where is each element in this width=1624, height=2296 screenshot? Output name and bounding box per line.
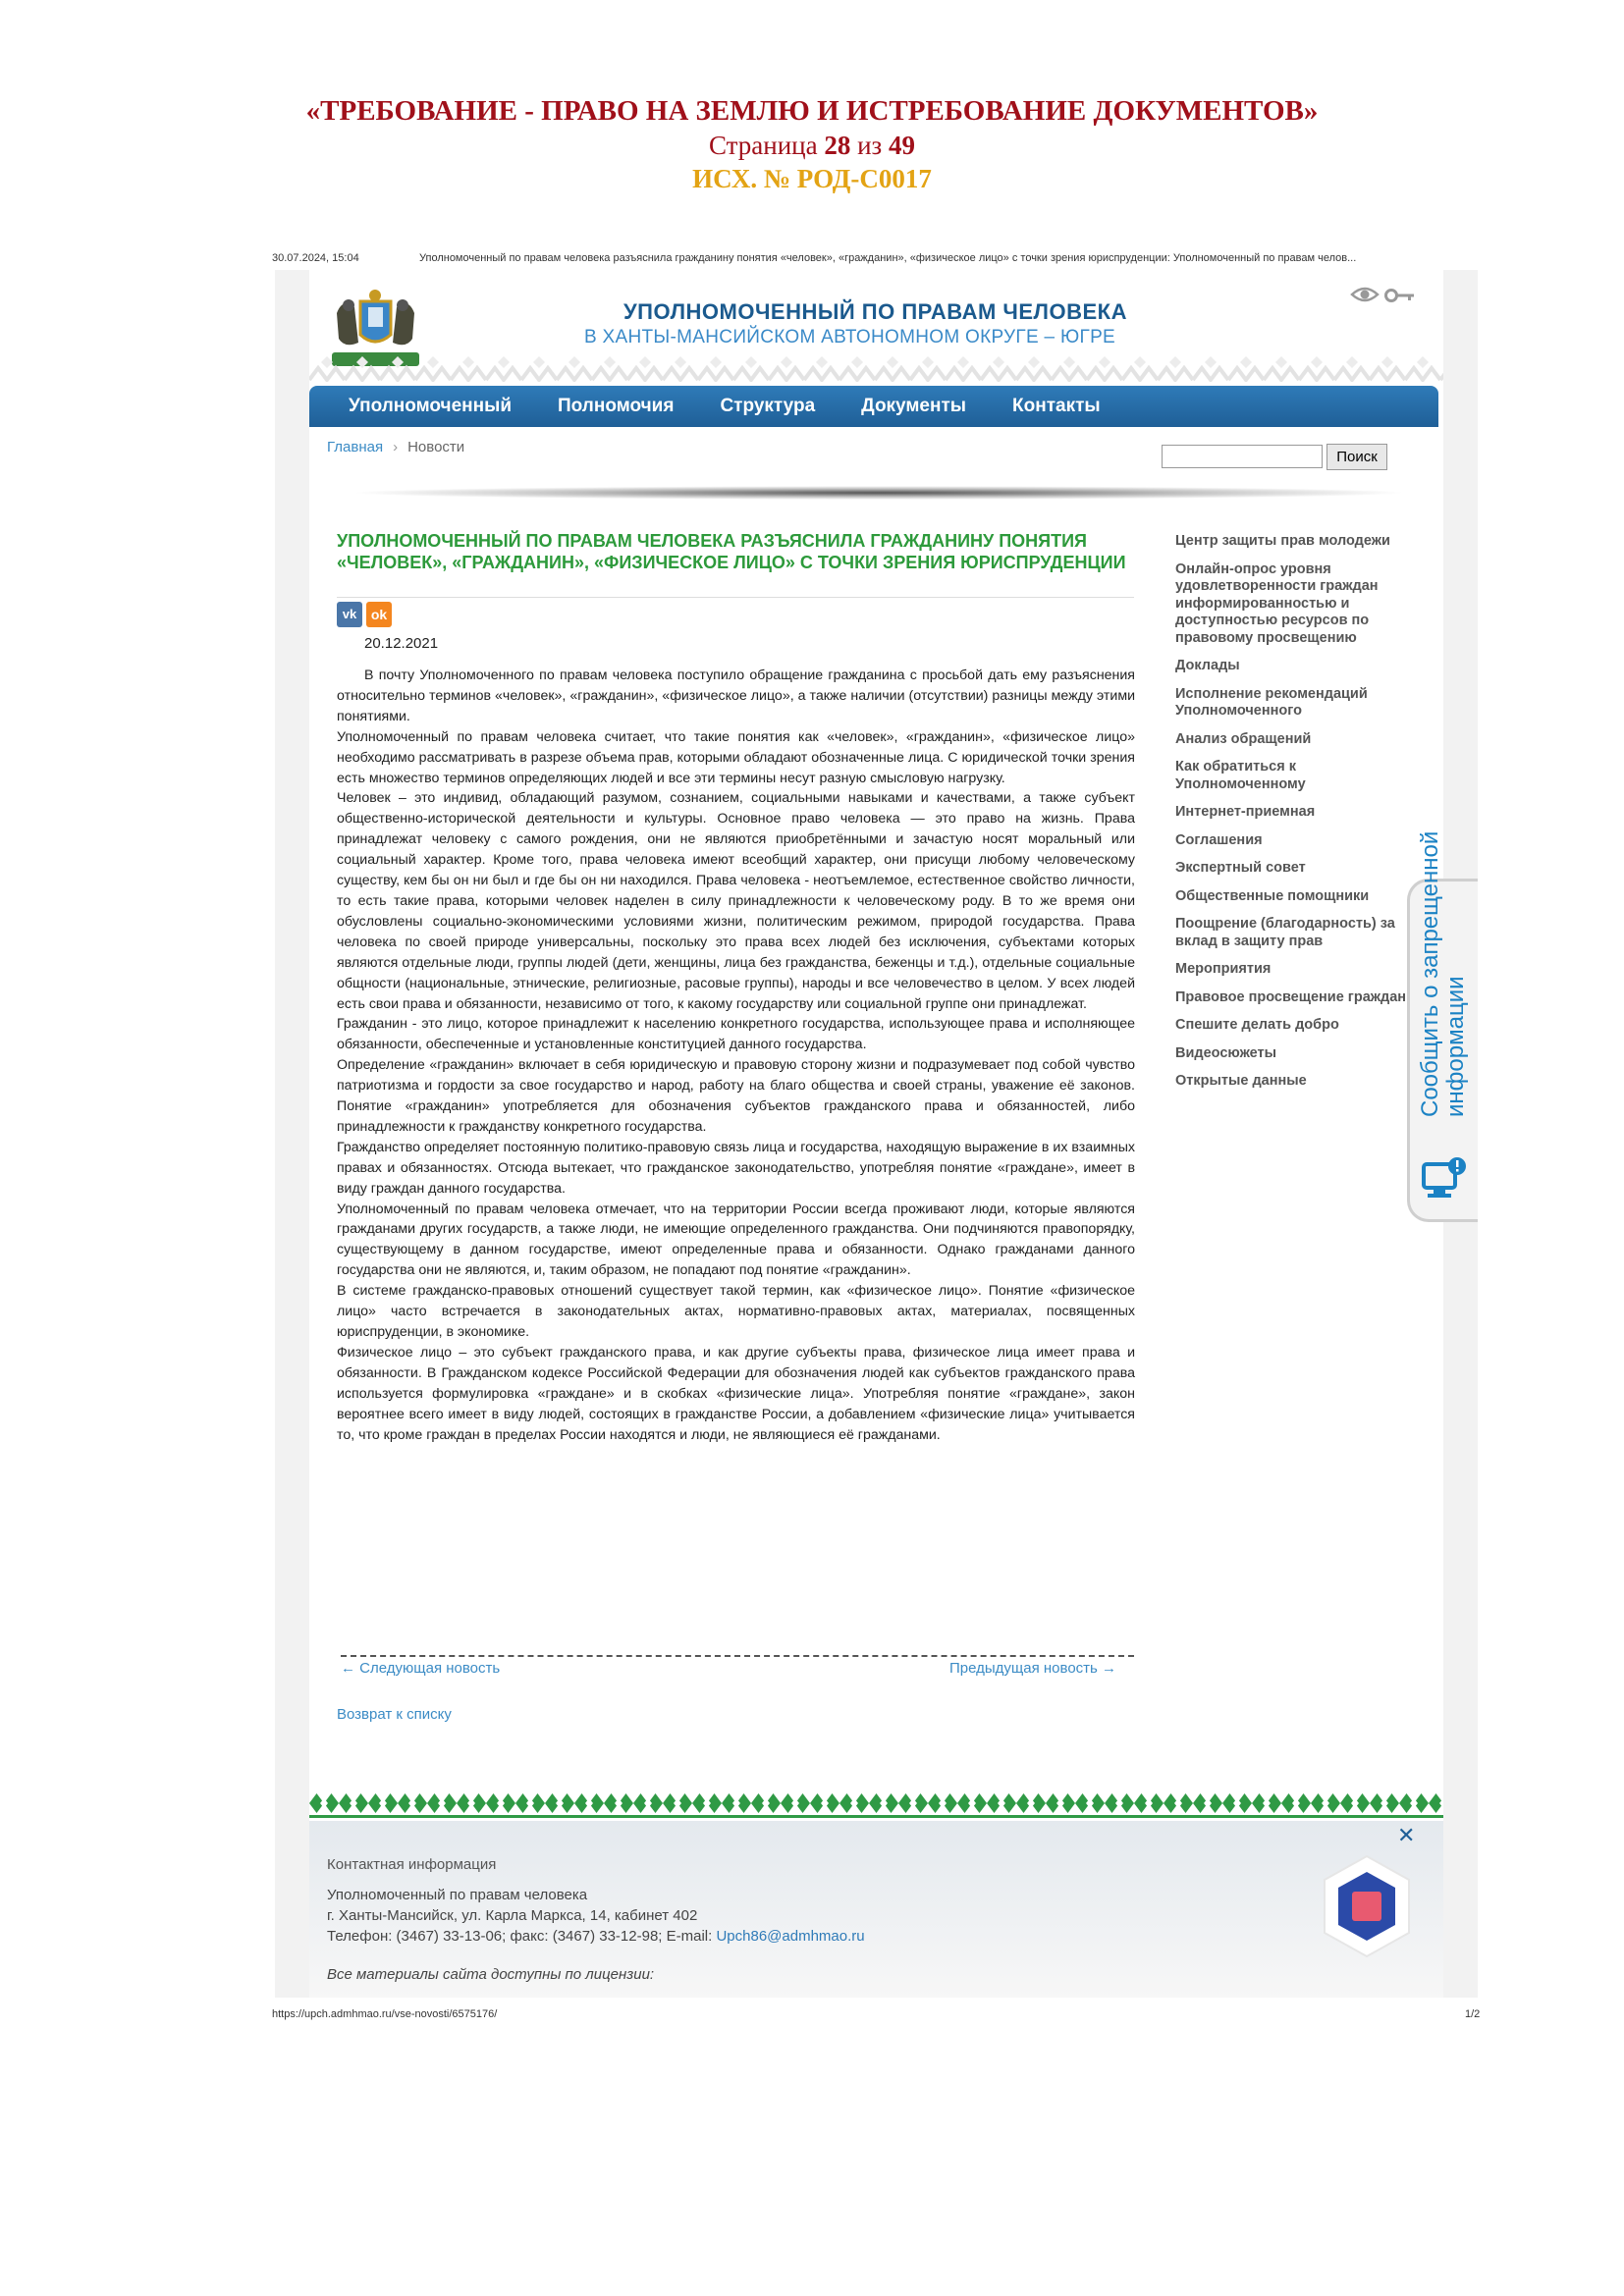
footer-address: г. Ханты-Мансийск, ул. Карла Маркса, 14, кабинет 402 (327, 1907, 698, 1924)
sidebar-item[interactable]: Анализ обращений (1175, 730, 1312, 747)
close-icon[interactable]: ✕ (1397, 1823, 1416, 1847)
prev-news-link[interactable]: Предыдущая новость → (949, 1660, 1117, 1677)
print-url: https://upch.admhmao.ru/vse-novosti/6575176/ (272, 2008, 498, 2020)
report-text-line1: Сообщить о запрещенной (1417, 830, 1443, 1117)
sidebar-item[interactable]: Открытые данные (1175, 1073, 1307, 1089)
sidebar-item[interactable]: Интернет-приемная (1175, 804, 1316, 820)
footer-email-link[interactable]: Upch86@admhmao.ru (716, 1928, 865, 1945)
article-paragraph: Определение «гражданин» включает в себя юридическую и правовую сторону жизни и подразумевает под собой чувство патриотизма и гордости за свое государство и народ, работу на благо общества и своей страны, уважение её законов. Понятие «гражданин» употребляется для обозначения субъектов гражданского права и обязанностей, либо принадлежности к гражданству конкретного государства. (337, 1057, 1135, 1135)
nav-item-ombudsman[interactable]: Уполномоченный (349, 396, 512, 416)
sidebar-item[interactable]: Спешите делать добро (1175, 1017, 1339, 1033)
article-title: УПОЛНОМОЧЕННЫЙ ПО ПРАВАМ ЧЕЛОВЕКА РАЗЪЯСНИЛА ГРАЖДАНИНУ ПОНЯТИЯ «ЧЕЛОВЕК», «ГРАЖДАНИН», «ФИЗИЧЕСКОЕ ЛИЦО» С ТОЧКИ ЗРЕНИЯ ЮРИСПРУДЕНЦИИ (337, 531, 1126, 572)
page-prefix: Страница (709, 131, 818, 160)
page-total: 49 (888, 131, 915, 160)
web-page (275, 270, 1478, 1998)
back-to-list-link[interactable]: Возврат к списку (337, 1706, 452, 1723)
nav-item-documents[interactable]: Документы (861, 396, 967, 416)
sidebar-item[interactable]: Как обратиться к Уполномоченному (1175, 759, 1306, 792)
sidebar-item[interactable]: Центр защиты прав молодежи (1175, 533, 1390, 549)
key-icon[interactable] (1384, 288, 1416, 303)
sidebar (1175, 533, 1411, 1101)
article-paragraph: Уполномоченный по правам человека отмечает, что на территории России всегда проживают люди, которые являются гражданами других государств, а также люди, не имеющие определенного гражданства. Они подчиняются правопорядку, существующему в данном государстве, имеют определенные права и обязанности. Однако гражданами данного государства они не являются, и, таким образом, не попадают под понятие «гражданин». (337, 1201, 1135, 1279)
article-body (337, 666, 1135, 1445)
document-header (0, 93, 1624, 195)
report-text-line2: информации (1442, 976, 1469, 1117)
report-banned-info-widget[interactable] (1407, 830, 1478, 1222)
article-paragraph: В системе гражданско-правовых отношений существует такой термин, как «физическое лицо». Понятие «физическое лицо» часто встречается в законодательных актах, нормативно-правовых актах, материалах, посвященных юриспруденции, в экономике. (337, 1283, 1135, 1340)
breadcrumb (327, 439, 464, 455)
article-date: 20.12.2021 (364, 635, 439, 652)
breadcrumb-home[interactable]: Главная (327, 439, 384, 455)
report-computer-icon (1420, 1154, 1469, 1203)
print-page-number: 1/2 (1465, 2008, 1481, 2020)
ok-share-icon[interactable]: ok (366, 602, 392, 627)
report-widget-text (1418, 823, 1469, 1117)
site-subtitle: В ХАНТЫ-МАНСИЙСКОМ АВТОНОМНОМ ОКРУГЕ – ЮГРЕ (584, 327, 1116, 347)
next-news-link[interactable]: ← Следующая новость (341, 1660, 501, 1677)
page-sep: из (857, 131, 883, 160)
title-divider (337, 597, 1134, 598)
article-paragraph: Гражданин - это лицо, которое принадлежит к населению конкретного государства, использующее права и исполняющее обязанности, обеспеченные и установленные конституцией данного государства. (337, 1016, 1135, 1053)
article-paragraph: В почту Уполномоченного по правам человека поступило обращение гражданина с просьбой дать ему разъяснения относительно терминов «человек», «гражданин», «физическое лицо», а также наличии (отсутствии) разницы между этими понятиями. (337, 667, 1135, 724)
print-datetime: 30.07.2024, 15:04 (272, 252, 359, 264)
page-current: 28 (824, 131, 851, 160)
search-button[interactable]: Поиск (1326, 444, 1387, 470)
page-content (309, 270, 1443, 1998)
article-paragraph: Физическое лицо – это субъект гражданского права, и как другие субъекты права, физическое лица имеет права и обязанности. В Гражданском кодексе Российской Федерации для обозначения людей как субъектов гражданского права используется формулировка «граждане» и в скобках «физические лица». Употребляя понятие «граждане», закон вероятнее всего имеет в виду людей, состоящих в гражданстве России, а добавлением «физические лица» учитывается то, что кроме граждан в пределах России находятся и люди, не являющиеся её гражданами. (337, 1344, 1135, 1443)
nav-item-contacts[interactable]: Контакты (1012, 396, 1101, 416)
breadcrumb-separator: › (393, 439, 399, 455)
print-page-title: Уполномоченный по правам человека разъяснила гражданину понятия «человек», «гражданин», «физическое лицо» с точки зрения юриспруденции: Уполномоченный по правам челов... (419, 252, 1357, 264)
article-divider (341, 1655, 1134, 1657)
article-paragraph: Человек – это индивид, обладающий разумом, сознанием, социальными навыками и качествами, а также субъект общественно-исторической деятельности и культуры. Основное право человека — это право на жизнь. Права принадлежат человеку с самого рождения, они не являются приобретёнными и зачастую носят моральный или социальный характер. Кроме того, права человека имеют всеобщий характер, они присущи любому человеческому существу, кем бы он ни был и где бы он ни находился. Права человека - неотъемлемое, естественное свойство личности, то есть такие права, которыми человек наделен в силу принадлежности к человеческому роду. В то же время они обусловлены социально-экономическими условиями жизни, политическим режимом, природой государства. Права человека по своей природе универсальны, поскольку это права всех людей без исключения, субъектами которых являются отдельные люди, группы людей (дети, женщины, лица без гражданства, беженцы и т.д.), отдельные социальные общности (национальные, этнические, религиозные, расовые группы), народы и все человечество в целом. У всех людей есть свои права и обязанности, независимо от того, к какому государству или социальной группе они принадлежат. (337, 790, 1135, 1012)
sidebar-item[interactable]: Соглашения (1175, 831, 1263, 848)
eye-icon[interactable] (1350, 285, 1380, 304)
footer-org: Уполномоченный по правам человека (327, 1887, 588, 1903)
sidebar-item[interactable]: Доклады (1175, 658, 1240, 673)
page-counter (0, 129, 1624, 162)
sidebar-item[interactable]: Мероприятия (1175, 961, 1272, 977)
header-ornament (309, 356, 1443, 382)
site-title: УПОЛНОМОЧЕННЫЙ ПО ПРАВАМ ЧЕЛОВЕКА (623, 299, 1127, 324)
article-paragraph: Уполномоченный по правам человека считает, что такие понятия как «человек», «гражданин», «физическое лицо» необходимо рассматривать в разрезе объема прав, которыми обладают обозначенные лица. С юридической точки зрения есть множество терминов определяющих людей и все эти термины несут разную смысловую нагрузку. (337, 728, 1135, 786)
sidebar-item[interactable]: Исполнение рекомендаций Уполномоченного (1175, 685, 1368, 719)
sidebar-item[interactable]: Видеосюжеты (1175, 1044, 1277, 1061)
search-input[interactable] (1162, 445, 1323, 468)
article-paragraph: Гражданство определяет постоянную политико-правовую связь лица и государства, находящую выражение в их взаимных правах и обязанностях. Отсюда вытекает, что гражданское законодательство, употребляя понятие «граждане», имеет в виду граждан данного государства. (337, 1139, 1135, 1197)
footer-ornament (309, 1789, 1443, 1818)
site-header (309, 270, 1443, 383)
sidebar-item[interactable]: Экспертный совет (1175, 860, 1306, 876)
main-nav (309, 386, 1438, 427)
sidebar-item[interactable]: Поощрение (благодарность) за вклад в защиту прав (1175, 916, 1395, 949)
sidebar-item[interactable]: Общественные помощники (1175, 887, 1370, 904)
sidebar-item[interactable]: Правовое просвещение граждан (1175, 988, 1407, 1005)
footer-contact-heading: Контактная информация (327, 1856, 497, 1873)
header-shadow (349, 486, 1409, 500)
footer-license: Все материалы сайта доступны по лицензии: (327, 1966, 655, 1983)
footer-phone-text: Телефон: (3467) 33-13-06; факс: (3467) 33-12-98; E-mail: (327, 1928, 713, 1945)
footer-phone (327, 1928, 865, 1945)
document-ref: ИСХ. № РОД-С0017 (692, 164, 932, 193)
breadcrumb-current[interactable]: Новости (407, 439, 465, 455)
nav-item-structure[interactable]: Структура (720, 396, 816, 416)
chat-widget-icon[interactable] (1313, 1852, 1421, 1960)
vk-share-icon[interactable]: vk (337, 602, 362, 627)
sidebar-item[interactable]: Онлайн-опрос уровня удовлетворенности граждан информированностью и доступностью ресурсов по правовому просвещению (1175, 561, 1379, 646)
document-title: «ТРЕБОВАНИЕ - ПРАВО НА ЗЕМЛЮ И ИСТРЕБОВАНИЕ ДОКУМЕНТОВ» (305, 95, 1319, 127)
nav-item-powers[interactable]: Полномочия (558, 396, 675, 416)
